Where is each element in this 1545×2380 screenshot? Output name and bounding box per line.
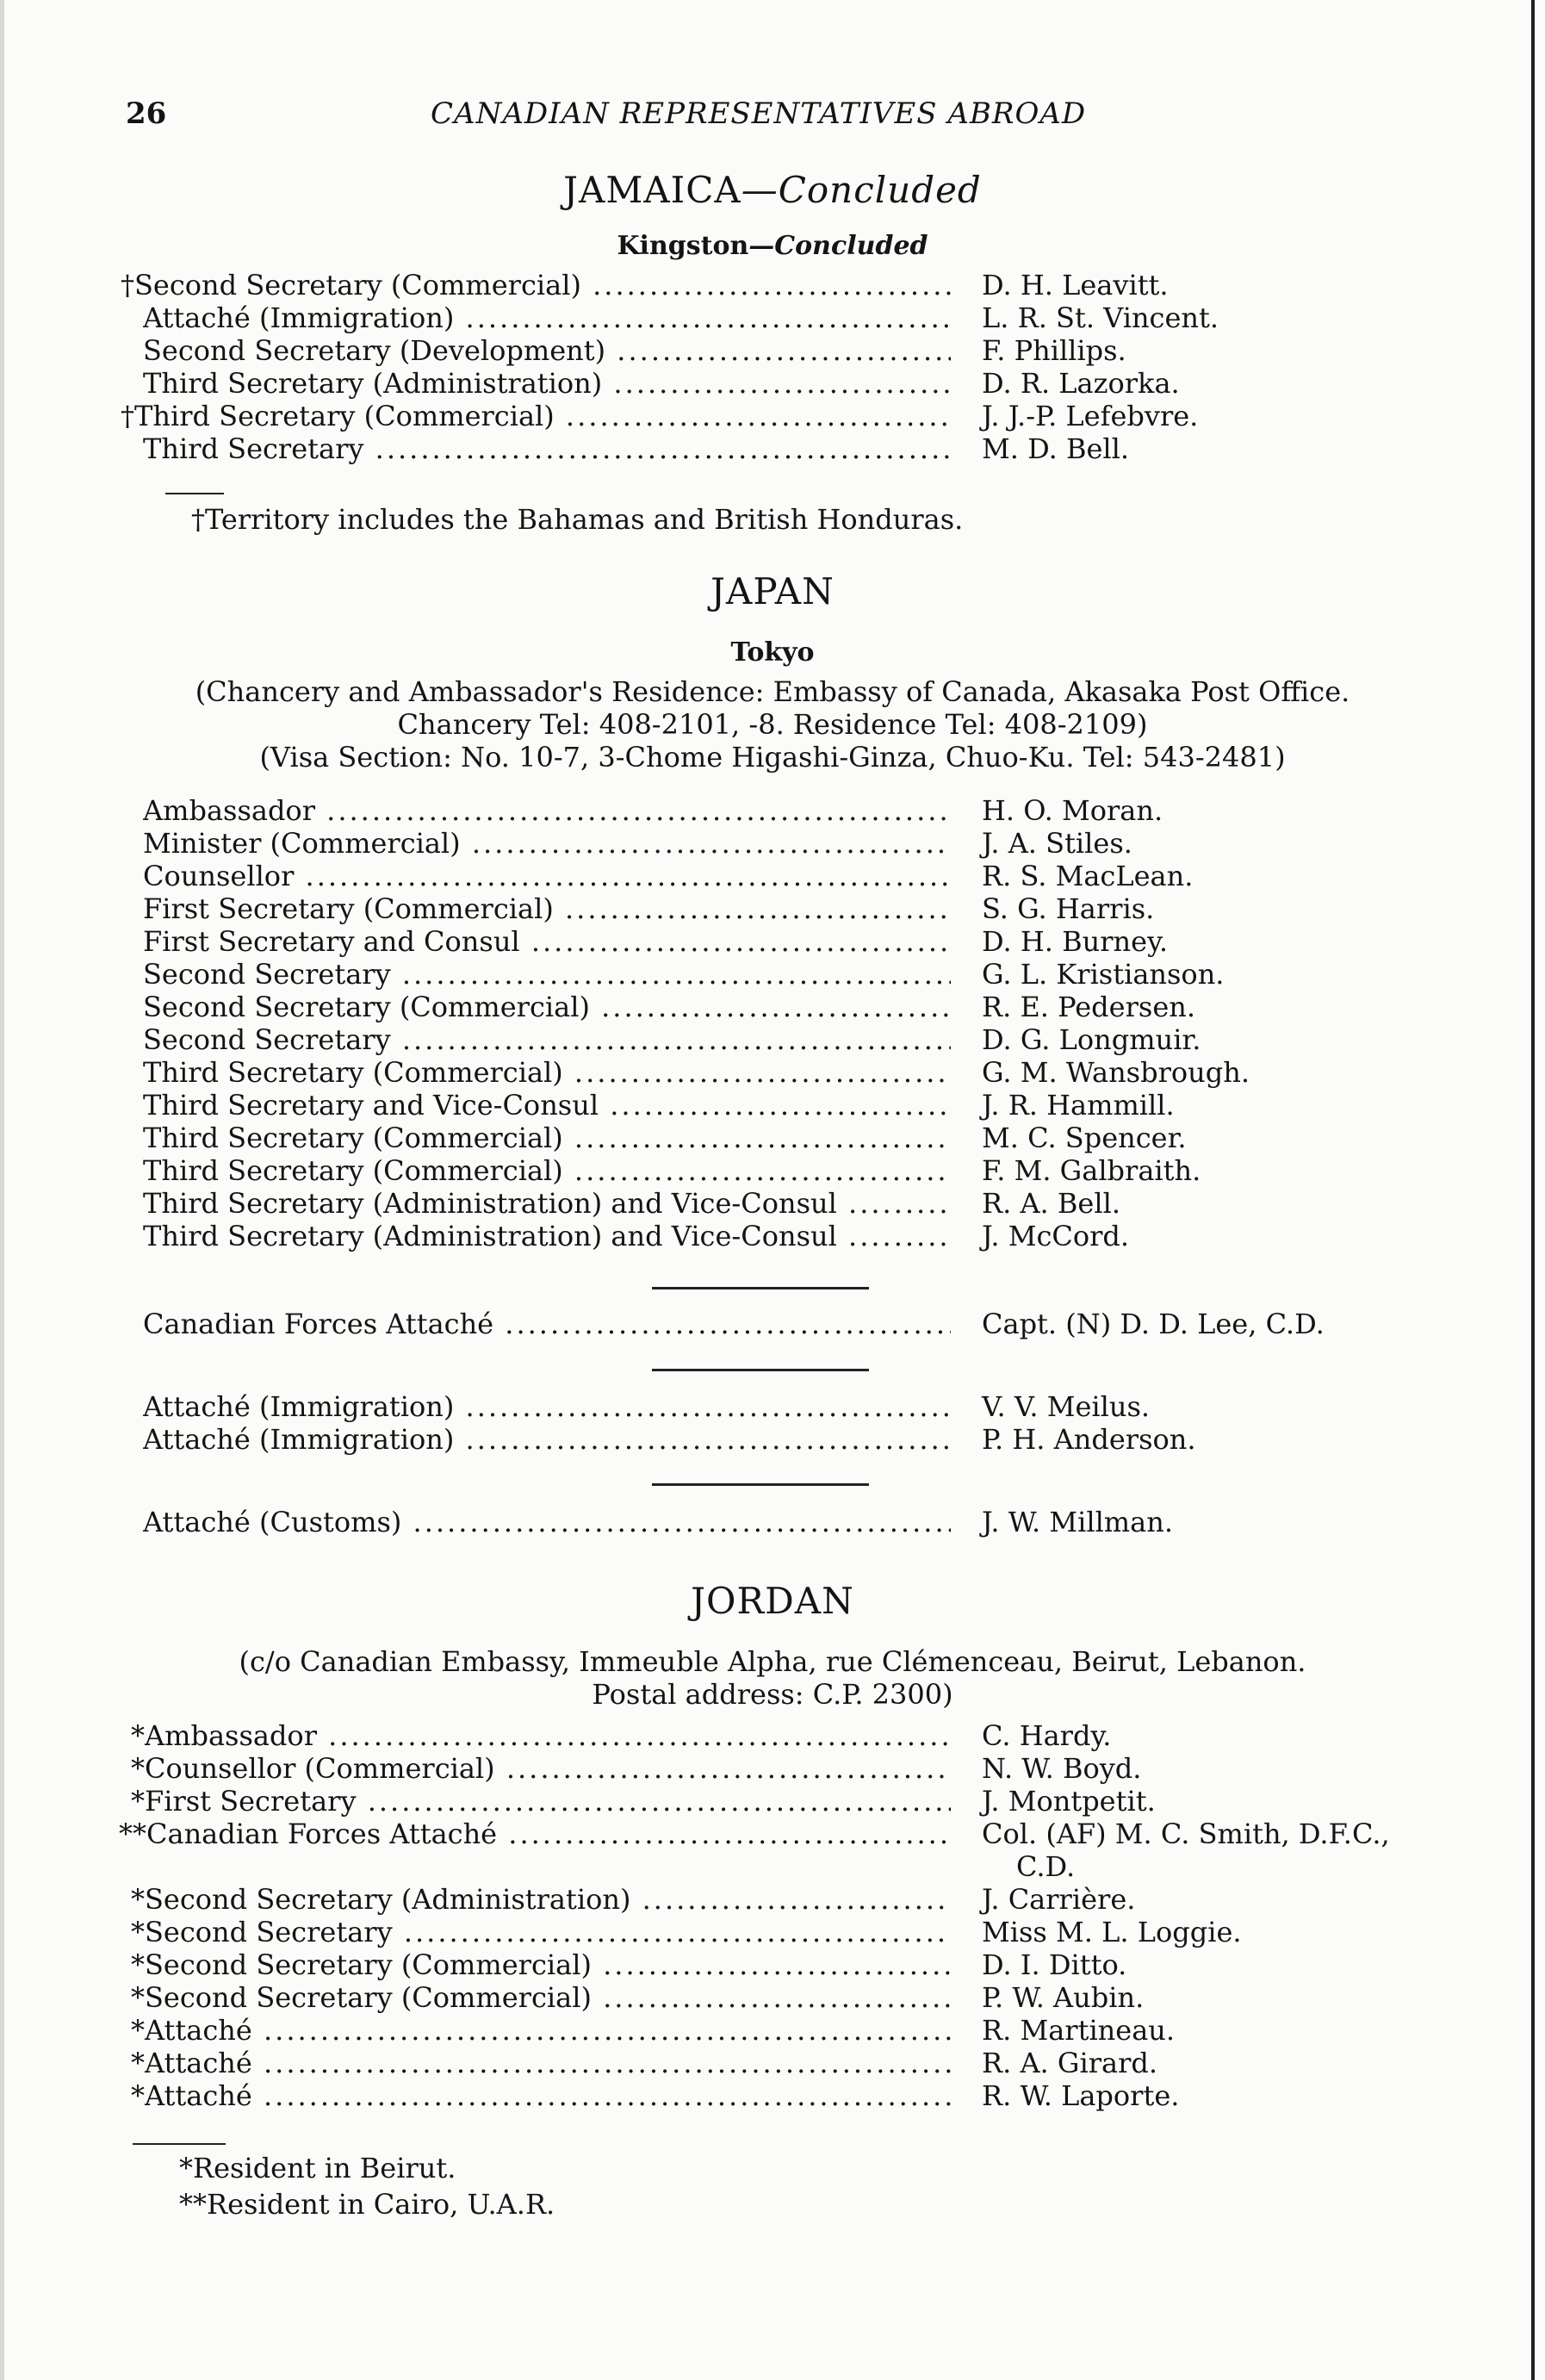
position-title: Third Secretary (Administration) and Vice-Consul ..... — [143, 1187, 951, 1220]
officer-name: H. O. Moran. — [982, 794, 1163, 827]
position-title: Third Secretary and Vice-Consul ..... — [143, 1089, 951, 1122]
list-item — [0, 1187, 1545, 1220]
officer-name: L. R. St. Vincent. — [982, 301, 1219, 334]
officer-name: J. McCord. — [982, 1220, 1130, 1252]
officer-name: G. M. Wansbrough. — [982, 1056, 1250, 1089]
section-rule — [652, 1287, 869, 1289]
officer-name: D. H. Burney. — [982, 925, 1169, 958]
position-title: *Second Secretary (Commercial) ..... — [131, 1981, 951, 2014]
list-item — [0, 1752, 1545, 1785]
officer-name: R. A. Bell. — [982, 1187, 1120, 1220]
jordan-footnote-2: **Resident in Cairo, U.A.R. — [179, 2188, 555, 2221]
position-title: *Ambassador ..... — [131, 1719, 951, 1752]
officer-name: R. E. Pedersen. — [982, 991, 1196, 1023]
list-item — [0, 1948, 1545, 1981]
officer-name: R. S. MacLean. — [982, 860, 1194, 892]
position-title: *Second Secretary (Commercial) ..... — [131, 1948, 951, 1981]
officer-name: J. A. Stiles. — [982, 827, 1132, 860]
japan-staff-list — [0, 794, 1545, 1252]
position-title: **Canadian Forces Attaché ..... — [119, 1818, 951, 1850]
section-title-japan: JAPAN — [710, 570, 835, 612]
jordan-address — [0, 1645, 1545, 1711]
list-item — [0, 1785, 1545, 1818]
position-title: Third Secretary (Commercial) ..... — [143, 1122, 951, 1154]
position-title: Third Secretary (Commercial) ..... — [143, 1154, 951, 1187]
japan-customs-list — [0, 1506, 1545, 1538]
officer-name: R. Martineau. — [982, 2014, 1176, 2047]
list-item — [0, 1719, 1545, 1752]
position-title: Third Secretary (Administration) and Vice-Consul ..... — [143, 1220, 951, 1252]
list-item — [0, 2047, 1545, 2079]
jordan-footnote-1: *Resident in Beirut. — [179, 2152, 456, 2184]
position-title: Attaché (Customs) ..... — [143, 1506, 951, 1538]
position-title: Attaché (Immigration) ..... — [143, 1423, 951, 1456]
list-item — [0, 1506, 1545, 1538]
page-number: 26 — [126, 96, 167, 131]
position-title: *Attaché ..... — [131, 2079, 951, 2112]
jordan-staff-list — [0, 1719, 1545, 2112]
list-item — [0, 1122, 1545, 1154]
officer-name: Capt. (N) D. D. Lee, C.D. — [982, 1308, 1325, 1340]
position-title: Canadian Forces Attaché ..... — [143, 1308, 951, 1340]
officer-name: M. D. Bell. — [982, 432, 1130, 465]
officer-name: G. L. Kristianson. — [982, 958, 1225, 991]
position-title: First Secretary (Commercial) ..... — [143, 892, 951, 925]
position-title: Attaché (Immigration) ..... — [143, 301, 951, 334]
list-item — [0, 925, 1545, 958]
officer-name: Col. (AF) M. C. Smith, D.F.C., — [982, 1818, 1390, 1850]
japan-address — [0, 675, 1545, 774]
officer-name: D. G. Longmuir. — [982, 1023, 1201, 1056]
position-title: Third Secretary (Commercial) ..... — [143, 1056, 951, 1089]
position-title: Ambassador ..... — [143, 794, 951, 827]
section-rule — [652, 1369, 869, 1371]
japan-immigration-list — [0, 1390, 1545, 1456]
officer-name: D. H. Leavitt. — [982, 269, 1169, 301]
section-rule — [652, 1483, 869, 1486]
position-title: *Second Secretary (Administration) ..... — [131, 1883, 951, 1916]
position-title: *Second Secretary ..... — [131, 1916, 951, 1948]
position-title: Minister (Commercial) ..... — [143, 827, 951, 860]
jamaica-footnote: †Territory includes the Bahamas and British Honduras. — [191, 503, 964, 536]
position-title: Second Secretary (Development) ..... — [143, 334, 951, 367]
list-item — [0, 1089, 1545, 1122]
list-item — [0, 334, 1545, 367]
officer-name: J. W. Millman. — [982, 1506, 1173, 1538]
list-item — [0, 1308, 1545, 1340]
section-title-suffix: —Concluded — [741, 169, 982, 211]
footnote-rule — [133, 2143, 226, 2145]
section-title-jordan: JORDAN — [691, 1580, 854, 1622]
position-title: Attaché (Immigration) ..... — [143, 1390, 951, 1423]
list-item — [0, 1916, 1545, 1948]
position-title: *First Secretary ..... — [131, 1785, 951, 1818]
list-item — [0, 1023, 1545, 1056]
list-item — [0, 1883, 1545, 1916]
list-item — [0, 2079, 1545, 2112]
city-suffix: —Concluded — [748, 231, 928, 261]
city-heading-tokyo: Tokyo — [730, 637, 815, 668]
city-name: Kingston — [617, 231, 749, 261]
list-item — [0, 1154, 1545, 1187]
list-item — [0, 269, 1545, 301]
list-item — [0, 1423, 1545, 1456]
position-title: *Attaché ..... — [131, 2014, 951, 2047]
list-item — [0, 794, 1545, 827]
position-title: Second Secretary ..... — [143, 1023, 951, 1056]
position-title: †Third Secretary (Commercial) ..... — [121, 400, 951, 432]
address-line: (Chancery and Ambassador's Residence: Embassy of Canada, Akasaka Post Office. — [195, 675, 1350, 708]
address-line: Postal address: C.P. 2300) — [592, 1678, 953, 1711]
address-line: Chancery Tel: 408-2101, -8. Residence Tel: 408-2109) — [397, 708, 1148, 741]
position-title: Counsellor ..... — [143, 860, 951, 892]
list-item — [0, 1981, 1545, 2014]
address-line: (Visa Section: No. 10-7, 3-Chome Higashi-Ginza, Chuo-Ku. Tel: 543-2481) — [259, 741, 1286, 774]
officer-name: D. I. Ditto. — [982, 1948, 1127, 1981]
officer-name: P. W. Aubin. — [982, 1981, 1145, 2014]
position-title: *Counsellor (Commercial) ..... — [131, 1752, 951, 1785]
position-title: First Secretary and Consul ..... — [143, 925, 951, 958]
officer-name: P. H. Anderson. — [982, 1423, 1196, 1456]
officer-name: F. Phillips. — [982, 334, 1126, 367]
running-header — [0, 96, 1545, 140]
officer-name: R. W. Laporte. — [982, 2079, 1180, 2112]
officer-name: J. R. Hammill. — [982, 1089, 1175, 1122]
list-item — [0, 827, 1545, 860]
list-item — [0, 367, 1545, 400]
officer-name: S. G. Harris. — [982, 892, 1155, 925]
position-title: *Attaché ..... — [131, 2047, 951, 2079]
officer-name: J. Carrière. — [982, 1883, 1136, 1916]
japan-forces-list — [0, 1308, 1545, 1340]
position-title: Third Secretary ..... — [143, 432, 951, 465]
list-item — [0, 301, 1545, 334]
position-title: Third Secretary (Administration) ..... — [143, 367, 951, 400]
officer-name: R. A. Girard. — [982, 2047, 1158, 2079]
section-title-text: JAMAICA — [563, 169, 741, 211]
officer-name: V. V. Meilus. — [982, 1390, 1151, 1423]
list-item — [0, 432, 1545, 465]
list-item — [0, 1220, 1545, 1252]
position-title: Second Secretary (Commercial) ..... — [143, 991, 951, 1023]
officer-name: J. Montpetit. — [982, 1785, 1156, 1818]
officer-name: Miss M. L. Loggie. — [982, 1916, 1242, 1948]
list-item — [0, 958, 1545, 991]
officer-name: J. J.-P. Lefebvre. — [982, 400, 1199, 432]
jamaica-staff-list — [0, 269, 1545, 465]
list-item — [0, 1818, 1545, 1883]
footnote-rule — [165, 493, 224, 494]
officer-name: C. Hardy. — [982, 1719, 1112, 1752]
running-title: CANADIAN REPRESENTATIVES ABROAD — [431, 96, 1087, 131]
address-line: (c/o Canadian Embassy, Immeuble Alpha, rue Clémenceau, Beirut, Lebanon. — [239, 1645, 1306, 1678]
list-item — [0, 400, 1545, 432]
officer-name: M. C. Spencer. — [982, 1122, 1187, 1154]
list-item — [0, 1056, 1545, 1089]
officer-name: N. W. Boyd. — [982, 1752, 1142, 1785]
officer-name: D. R. Lazorka. — [982, 367, 1180, 400]
position-title: †Second Secretary (Commercial) ..... — [121, 269, 951, 301]
list-item — [0, 991, 1545, 1023]
list-item — [0, 1390, 1545, 1423]
list-item — [0, 2014, 1545, 2047]
officer-name-continued: C.D. — [1016, 1850, 1076, 1883]
officer-name: F. M. Galbraith. — [982, 1154, 1201, 1187]
city-heading-kingston — [0, 231, 1545, 261]
position-title: Second Secretary ..... — [143, 958, 951, 991]
list-item — [0, 860, 1545, 892]
section-title-jamaica — [0, 169, 1545, 211]
list-item — [0, 892, 1545, 925]
